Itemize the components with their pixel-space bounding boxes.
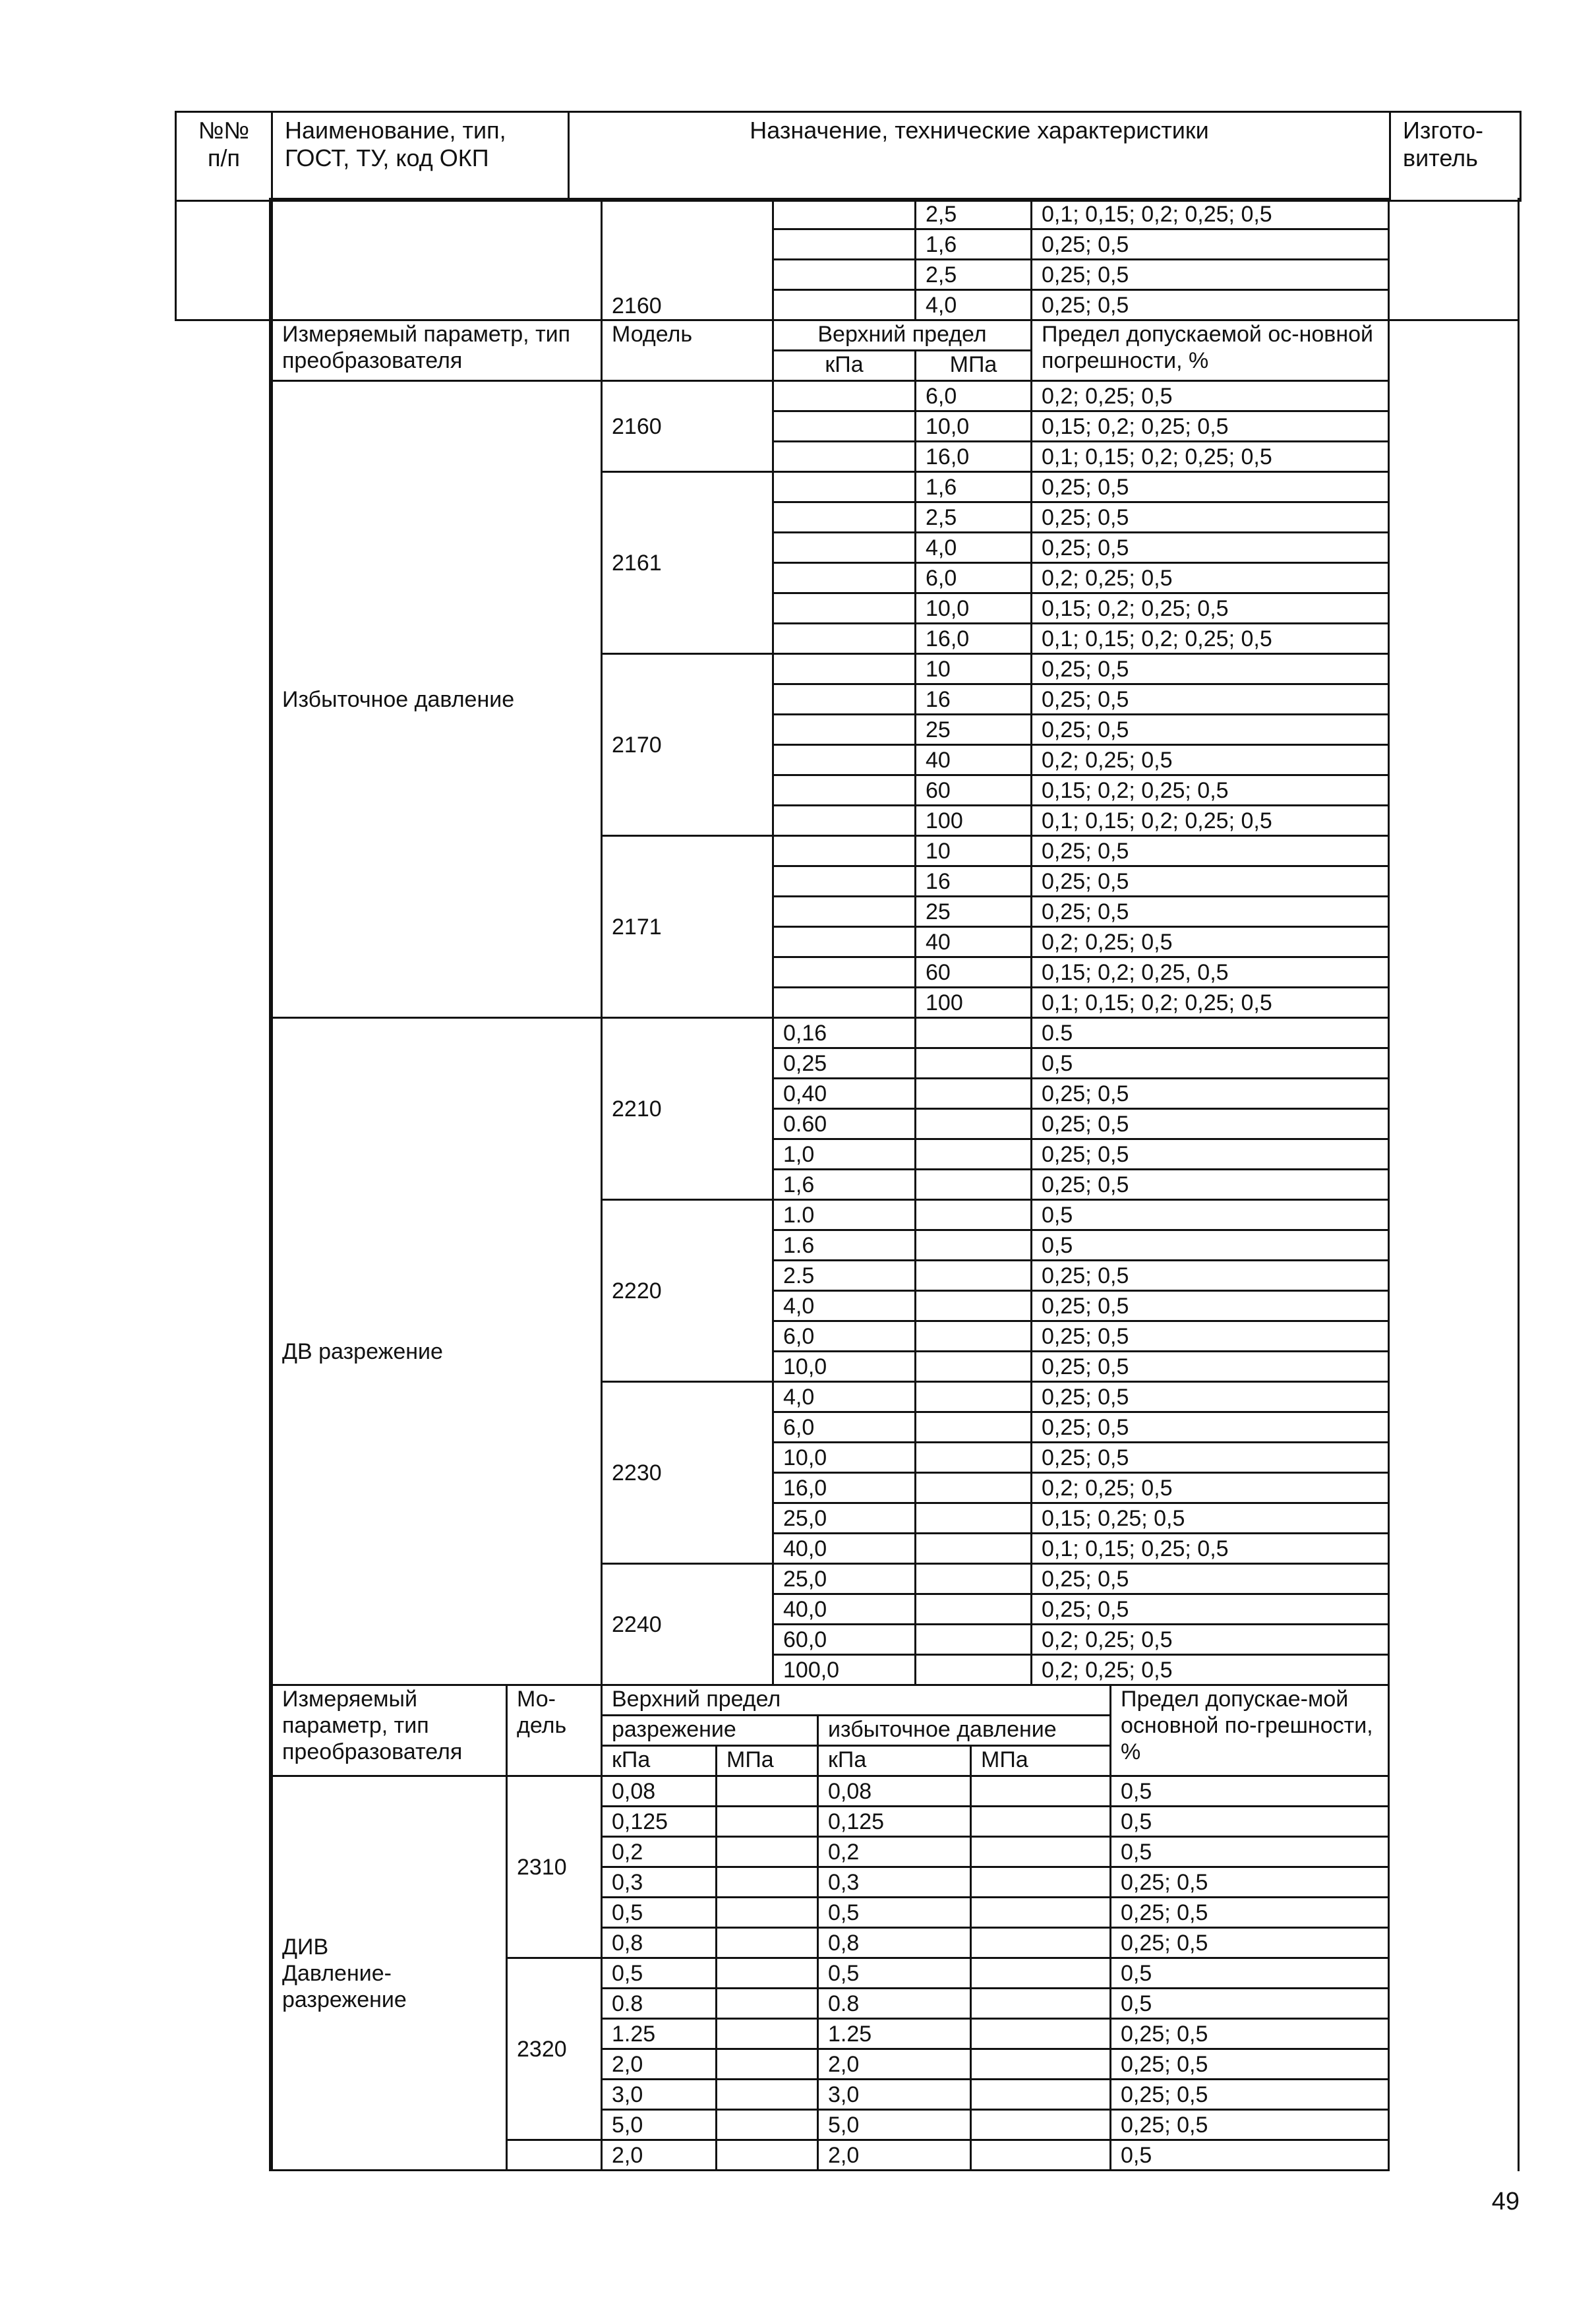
kpa-cell	[773, 290, 916, 320]
vac-mpa-cell	[717, 2049, 818, 2080]
mpa-cell	[916, 1382, 1032, 1412]
s2-header-over-mpa: МПа	[971, 1746, 1111, 1776]
s1-header-mpa: МПа	[916, 351, 1032, 381]
vac-mpa-cell	[717, 2019, 818, 2049]
mpa-cell: 10,0	[916, 593, 1032, 624]
mpa-cell	[916, 1534, 1032, 1564]
vac-kpa-cell: 0,8	[602, 1928, 717, 1958]
over-kpa-cell: 1.25	[818, 2019, 971, 2049]
s2-header-vac-kpa: кПа	[602, 1746, 717, 1776]
mpa-cell: 25	[916, 897, 1032, 927]
error-cell: 0,2; 0,25; 0,5	[1032, 745, 1389, 775]
mpa-cell	[916, 1139, 1032, 1170]
s1-header-model: Модель	[602, 320, 773, 381]
kpa-cell	[773, 684, 916, 715]
model-cell: 2240	[602, 1564, 773, 1685]
error-cell: 0,5	[1032, 1200, 1389, 1230]
error-cell: 0,15; 0,2; 0,25; 0,5	[1032, 775, 1389, 806]
kpa-cell	[773, 836, 916, 866]
kpa-cell: 0,40	[773, 1079, 916, 1109]
header-name: Наименование, тип, ГОСТ, ТУ, код ОКП	[272, 112, 569, 201]
error-cell: 0,25; 0,5	[1111, 2019, 1389, 2049]
error-cell: 0,5	[1111, 1958, 1389, 1989]
error-cell: 0,5	[1032, 1230, 1389, 1261]
s2-header-error: Предел допускае-мой основной по-грешности, %	[1111, 1685, 1389, 1776]
param-dv: ДВ разрежение	[272, 1018, 602, 1685]
vac-mpa-cell	[717, 1867, 818, 1898]
mpa-cell: 16	[916, 684, 1032, 715]
kpa-cell: 1,6	[773, 1170, 916, 1200]
vac-kpa-cell: 2,0	[602, 2140, 717, 2171]
error-cell: 0,5	[1111, 2140, 1389, 2171]
error-cell: 0,25; 0,5	[1032, 229, 1389, 260]
kpa-cell: 16,0	[773, 1473, 916, 1503]
vac-kpa-cell: 1.25	[602, 2019, 717, 2049]
error-cell: 0,25; 0,5	[1111, 2049, 1389, 2080]
model-cell: 2160	[602, 381, 773, 472]
kpa-cell: 100,0	[773, 1655, 916, 1685]
mpa-cell: 16,0	[916, 624, 1032, 654]
over-mpa-cell	[971, 1867, 1111, 1898]
over-mpa-cell	[971, 1807, 1111, 1837]
mpa-cell	[916, 1018, 1032, 1048]
mpa-cell: 1,6	[916, 229, 1032, 260]
vac-kpa-cell: 0,125	[602, 1807, 717, 1837]
error-cell: 0,25; 0,5	[1032, 1079, 1389, 1109]
kpa-cell: 60,0	[773, 1625, 916, 1655]
over-kpa-cell: 0,5	[818, 1958, 971, 1989]
error-cell: 0,25; 0,5	[1032, 1261, 1389, 1291]
s2-header-overpressure: избыточное давление	[818, 1716, 1111, 1746]
vac-mpa-cell	[717, 1989, 818, 2019]
error-cell: 0,25; 0,5	[1032, 1321, 1389, 1352]
kpa-cell	[773, 624, 916, 654]
kpa-cell	[773, 866, 916, 897]
mpa-cell: 60	[916, 957, 1032, 988]
error-cell: 0,25; 0,5	[1032, 1170, 1389, 1200]
kpa-cell	[773, 199, 916, 229]
error-cell: 0,25; 0,5	[1111, 1898, 1389, 1928]
s1-header-kpa: кПа	[773, 351, 916, 381]
kpa-cell: 1.0	[773, 1200, 916, 1230]
top-param-cell	[272, 199, 602, 320]
error-cell: 0,25; 0,5	[1111, 2080, 1389, 2110]
over-kpa-cell: 2,0	[818, 2140, 971, 2171]
kpa-cell: 2.5	[773, 1261, 916, 1291]
mpa-cell	[916, 1109, 1032, 1139]
error-cell: 0,25; 0,5	[1032, 1139, 1389, 1170]
top-right-divider	[1388, 319, 1520, 321]
header-table	[175, 111, 1522, 202]
error-cell: 0,2; 0,25; 0,5	[1032, 1625, 1389, 1655]
over-kpa-cell: 0,2	[818, 1837, 971, 1867]
error-cell: 0,2; 0,25; 0,5	[1032, 381, 1389, 411]
table-row	[272, 381, 1389, 411]
kpa-cell: 0,25	[773, 1048, 916, 1079]
over-kpa-cell: 0,5	[818, 1898, 971, 1928]
error-cell: 0,25; 0,5	[1032, 684, 1389, 715]
table-row	[272, 1776, 1389, 1807]
vac-mpa-cell	[717, 1928, 818, 1958]
kpa-cell	[773, 533, 916, 563]
param-div: ДИВ Давление-разрежение	[272, 1776, 507, 2171]
error-cell: 0,15; 0,2; 0,25, 0,5	[1032, 957, 1389, 988]
s2-header-vacuum: разрежение	[602, 1716, 818, 1746]
mpa-cell: 2,5	[916, 502, 1032, 533]
mpa-cell: 4,0	[916, 533, 1032, 563]
error-cell: 0,1; 0,15; 0,2; 0,25; 0,5	[1032, 988, 1389, 1018]
error-cell: 0,1; 0,15; 0,2; 0,25; 0,5	[1032, 624, 1389, 654]
kpa-cell: 1,0	[773, 1139, 916, 1170]
header-manufacturer: Изгото-витель	[1390, 112, 1521, 201]
vac-mpa-cell	[717, 2140, 818, 2171]
mpa-cell: 100	[916, 806, 1032, 836]
mpa-cell: 10,0	[916, 411, 1032, 442]
over-mpa-cell	[971, 2049, 1111, 2080]
error-cell: 0,25; 0,5	[1032, 1352, 1389, 1382]
kpa-cell	[773, 442, 916, 472]
kpa-cell: 40,0	[773, 1534, 916, 1564]
mpa-cell	[916, 1352, 1032, 1382]
model-cell: 2230	[602, 1382, 773, 1564]
top-model-cell: 2160	[602, 199, 773, 320]
s2-header-vac-mpa: МПа	[717, 1746, 818, 1776]
kpa-cell: 6,0	[773, 1321, 916, 1352]
vac-kpa-cell: 3,0	[602, 2080, 717, 2110]
left-column-border	[175, 198, 177, 319]
error-cell: 0,25; 0,5	[1111, 1867, 1389, 1898]
kpa-cell	[773, 927, 916, 957]
error-cell: 0,25; 0,5	[1032, 897, 1389, 927]
error-cell: 0.5	[1032, 1018, 1389, 1048]
kpa-cell	[773, 897, 916, 927]
kpa-cell: 25,0	[773, 1503, 916, 1534]
mpa-cell	[916, 1321, 1032, 1352]
error-cell: 0,25; 0,5	[1032, 866, 1389, 897]
mpa-cell: 6,0	[916, 563, 1032, 593]
error-cell: 0,1; 0,15; 0,2; 0,25; 0,5	[1032, 199, 1389, 229]
error-cell: 0,25; 0,5	[1111, 1928, 1389, 1958]
header-number: №№ п/п	[176, 112, 272, 201]
over-mpa-cell	[971, 1776, 1111, 1807]
kpa-cell	[773, 229, 916, 260]
kpa-cell: 4,0	[773, 1382, 916, 1412]
kpa-cell	[773, 502, 916, 533]
model-cell: 2210	[602, 1018, 773, 1200]
kpa-cell	[773, 745, 916, 775]
model-cell: 2161	[602, 472, 773, 654]
mpa-cell	[916, 1079, 1032, 1109]
vac-mpa-cell	[717, 1837, 818, 1867]
error-cell: 0,25; 0,5	[1032, 1109, 1389, 1139]
header-purpose: Назначение, технические характеристики	[569, 112, 1390, 201]
over-mpa-cell	[971, 2110, 1111, 2140]
error-cell: 0,2; 0,25; 0,5	[1032, 1655, 1389, 1685]
vac-kpa-cell: 2,0	[602, 2049, 717, 2080]
kpa-cell: 10,0	[773, 1443, 916, 1473]
mpa-cell	[916, 1261, 1032, 1291]
error-cell: 0,15; 0,25; 0,5	[1032, 1503, 1389, 1534]
mpa-cell	[916, 1200, 1032, 1230]
error-cell: 0,25; 0,5	[1032, 836, 1389, 866]
mpa-cell	[916, 1564, 1032, 1594]
error-cell: 0,1; 0,15; 0,25; 0,5	[1032, 1534, 1389, 1564]
mpa-cell: 60	[916, 775, 1032, 806]
model-cell	[507, 2140, 602, 2171]
mpa-cell: 40	[916, 745, 1032, 775]
section2-table	[271, 1684, 1390, 2171]
error-cell: 0,15; 0,2; 0,25; 0,5	[1032, 411, 1389, 442]
error-cell: 0,1; 0,15; 0,2; 0,25; 0,5	[1032, 442, 1389, 472]
mpa-cell	[916, 1291, 1032, 1321]
error-cell: 0,5	[1111, 1776, 1389, 1807]
s2-header-upper: Верхний предел	[602, 1685, 1111, 1716]
document-page	[175, 111, 1520, 2168]
name-column-border	[1518, 198, 1520, 2171]
kpa-cell: 1.6	[773, 1230, 916, 1261]
kpa-cell	[773, 988, 916, 1018]
top-divider	[175, 319, 274, 321]
over-kpa-cell: 0.8	[818, 1989, 971, 2019]
error-cell: 0,25; 0,5	[1032, 260, 1389, 290]
vac-mpa-cell	[717, 1776, 818, 1807]
error-cell: 0,25; 0,5	[1032, 1443, 1389, 1473]
kpa-cell	[773, 806, 916, 836]
kpa-cell	[773, 715, 916, 745]
kpa-cell	[773, 260, 916, 290]
s1-header-error: Предел допускаемой ос-новной погрешности, %	[1032, 320, 1389, 381]
model-cell: 2170	[602, 654, 773, 836]
error-cell: 0,5	[1111, 1807, 1389, 1837]
over-mpa-cell	[971, 1989, 1111, 2019]
kpa-cell: 0,16	[773, 1018, 916, 1048]
error-cell: 0,25; 0,5	[1032, 1594, 1389, 1625]
model-cell: 2310	[507, 1776, 602, 1958]
mpa-cell: 1,6	[916, 472, 1032, 502]
vac-mpa-cell	[717, 2080, 818, 2110]
over-mpa-cell	[971, 1898, 1111, 1928]
error-cell: 0,5	[1111, 1989, 1389, 2019]
kpa-cell	[773, 563, 916, 593]
kpa-cell	[773, 957, 916, 988]
mpa-cell	[916, 1594, 1032, 1625]
vac-kpa-cell: 0,5	[602, 1898, 717, 1928]
error-cell: 0,25; 0,5	[1032, 533, 1389, 563]
mpa-cell	[916, 1230, 1032, 1261]
model-cell: 2320	[507, 1958, 602, 2140]
kpa-cell: 25,0	[773, 1564, 916, 1594]
mpa-cell: 10	[916, 836, 1032, 866]
mpa-cell: 16,0	[916, 442, 1032, 472]
mpa-cell	[916, 1503, 1032, 1534]
vac-mpa-cell	[717, 1898, 818, 1928]
error-cell: 0,2; 0,25; 0,5	[1032, 1473, 1389, 1503]
over-mpa-cell	[971, 2140, 1111, 2171]
error-cell: 0,1; 0,15; 0,2; 0,25; 0,5	[1032, 806, 1389, 836]
s2-header-model: Мо-дель	[507, 1685, 602, 1776]
error-cell: 0,25; 0,5	[1032, 502, 1389, 533]
over-mpa-cell	[971, 1928, 1111, 1958]
section1-table	[271, 319, 1390, 1686]
error-cell: 0,2; 0,25; 0,5	[1032, 563, 1389, 593]
kpa-cell	[773, 381, 916, 411]
over-kpa-cell: 0,08	[818, 1776, 971, 1807]
mpa-cell: 100	[916, 988, 1032, 1018]
vac-kpa-cell: 0,08	[602, 1776, 717, 1807]
vac-kpa-cell: 0.8	[602, 1989, 717, 2019]
over-kpa-cell: 2,0	[818, 2049, 971, 2080]
kpa-cell	[773, 654, 916, 684]
model-cell: 2220	[602, 1200, 773, 1382]
mpa-cell: 40	[916, 927, 1032, 957]
over-kpa-cell: 5,0	[818, 2110, 971, 2140]
error-cell: 0,15; 0,2; 0,25; 0,5	[1032, 593, 1389, 624]
kpa-cell	[773, 775, 916, 806]
continuation-table	[271, 198, 1390, 321]
over-kpa-cell: 0,8	[818, 1928, 971, 1958]
kpa-cell: 4,0	[773, 1291, 916, 1321]
table-row	[272, 199, 1389, 229]
kpa-cell	[773, 472, 916, 502]
s1-header-param: Измеряемый параметр, тип преобразователя	[272, 320, 602, 381]
mpa-cell	[916, 1443, 1032, 1473]
s1-header-upper: Верхний предел	[773, 320, 1032, 351]
mpa-cell	[916, 1048, 1032, 1079]
error-cell: 0,25; 0,5	[1032, 290, 1389, 320]
error-cell: 0,25; 0,5	[1032, 1564, 1389, 1594]
page-number: 49	[1491, 2188, 1520, 2215]
kpa-cell	[773, 593, 916, 624]
mpa-cell: 4,0	[916, 290, 1032, 320]
s2-header-over-kpa: кПа	[818, 1746, 971, 1776]
kpa-cell: 6,0	[773, 1412, 916, 1443]
vac-mpa-cell	[717, 1807, 818, 1837]
over-mpa-cell	[971, 1837, 1111, 1867]
mpa-cell	[916, 1473, 1032, 1503]
mpa-cell: 6,0	[916, 381, 1032, 411]
error-cell: 0,25; 0,5	[1111, 2110, 1389, 2140]
mpa-cell	[916, 1170, 1032, 1200]
over-mpa-cell	[971, 2019, 1111, 2049]
error-cell: 0,5	[1032, 1048, 1389, 1079]
mpa-cell: 10	[916, 654, 1032, 684]
vac-kpa-cell: 0,3	[602, 1867, 717, 1898]
mpa-cell: 25	[916, 715, 1032, 745]
error-cell: 0,25; 0,5	[1032, 715, 1389, 745]
error-cell: 0,25; 0,5	[1032, 1412, 1389, 1443]
mpa-cell: 2,5	[916, 199, 1032, 229]
error-cell: 0,2; 0,25; 0,5	[1032, 927, 1389, 957]
error-cell: 0,25; 0,5	[1032, 1291, 1389, 1321]
mpa-cell	[916, 1625, 1032, 1655]
over-kpa-cell: 0,3	[818, 1867, 971, 1898]
mpa-cell	[916, 1412, 1032, 1443]
vac-mpa-cell	[717, 1958, 818, 1989]
mpa-cell: 16	[916, 866, 1032, 897]
s2-header-param: Измеряемый параметр, тип преобразователя	[272, 1685, 507, 1776]
error-cell: 0,25; 0,5	[1032, 654, 1389, 684]
kpa-cell: 0.60	[773, 1109, 916, 1139]
vac-kpa-cell: 0,2	[602, 1837, 717, 1867]
kpa-cell: 40,0	[773, 1594, 916, 1625]
model-cell: 2171	[602, 836, 773, 1018]
param-overpressure: Избыточное давление	[272, 381, 602, 1018]
over-kpa-cell: 3,0	[818, 2080, 971, 2110]
mpa-cell	[916, 1655, 1032, 1685]
kpa-cell	[773, 411, 916, 442]
error-cell: 0,5	[1111, 1837, 1389, 1867]
mpa-cell: 2,5	[916, 260, 1032, 290]
error-cell: 0,25; 0,5	[1032, 472, 1389, 502]
over-mpa-cell	[971, 1958, 1111, 1989]
error-cell: 0,25; 0,5	[1032, 1382, 1389, 1412]
over-kpa-cell: 0,125	[818, 1807, 971, 1837]
table-row	[272, 1018, 1389, 1048]
vac-kpa-cell: 0,5	[602, 1958, 717, 1989]
over-mpa-cell	[971, 2080, 1111, 2110]
vac-mpa-cell	[717, 2110, 818, 2140]
vac-kpa-cell: 5,0	[602, 2110, 717, 2140]
kpa-cell: 10,0	[773, 1352, 916, 1382]
